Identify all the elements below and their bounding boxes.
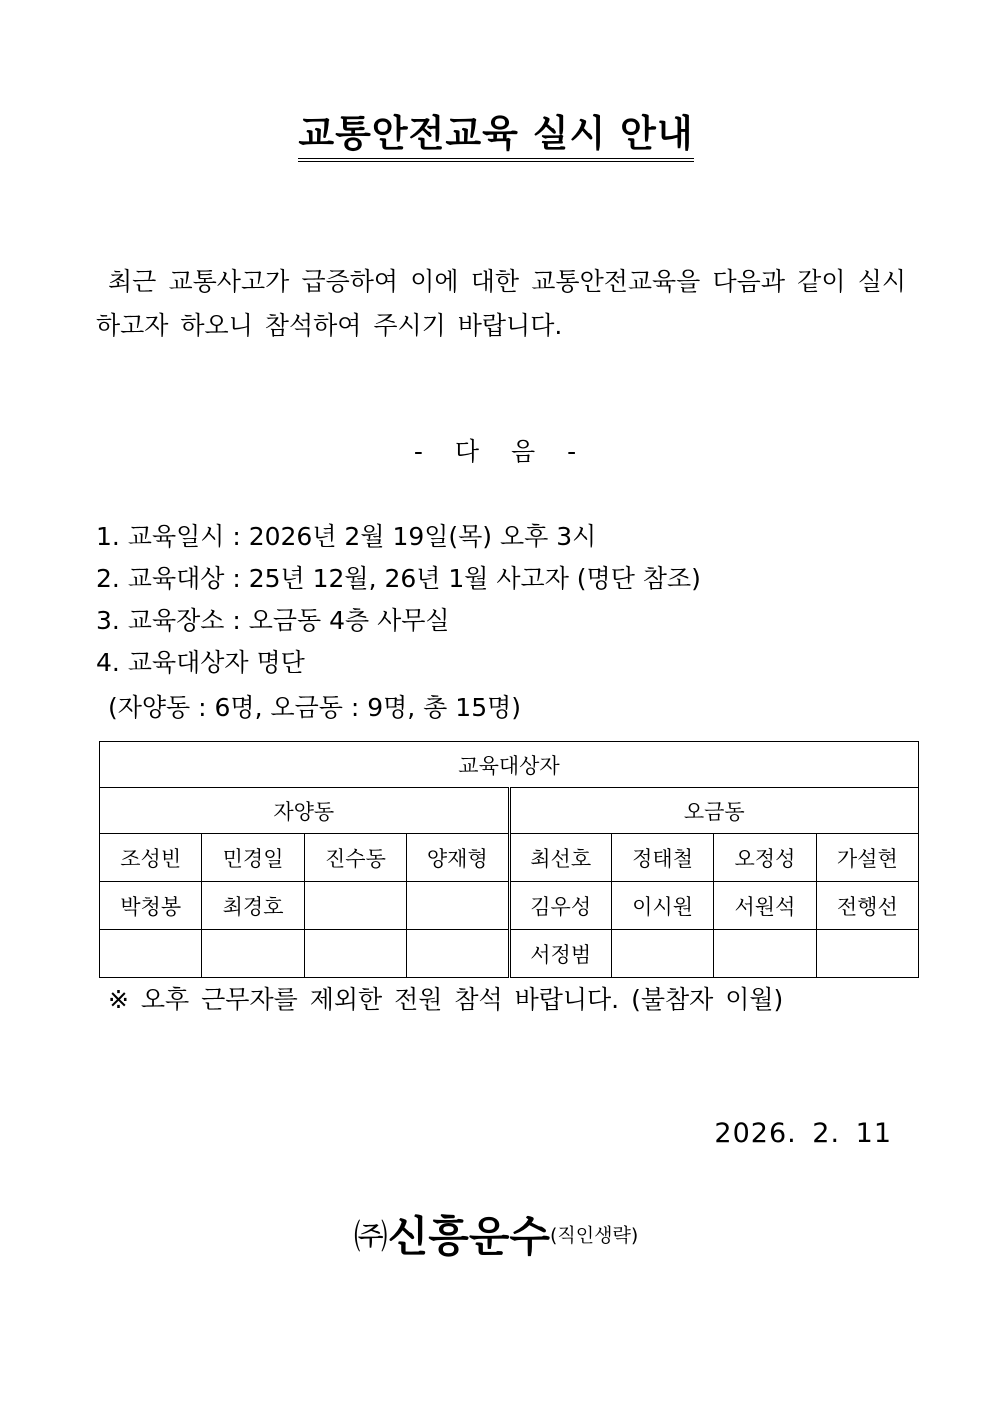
name-cell — [611, 930, 713, 978]
document-title — [0, 112, 992, 162]
group-jayang: 자양동 — [100, 788, 510, 834]
roster-summary: (자양동 : 6명, 오금동 : 9명, 총 15명) — [108, 693, 521, 722]
company-name: 신흥운수 — [387, 1212, 551, 1261]
roster-header: 교육대상자 — [100, 742, 919, 788]
table-row — [100, 930, 919, 978]
name-cell — [304, 930, 406, 978]
name-cell — [816, 930, 918, 978]
detail-item-location: 3. 교육장소 : 오금동 4층 사무실 — [96, 606, 450, 635]
attendance-note: ※ 오후 근무자를 제외한 전원 참석 바랍니다. (불참자 이월) — [108, 985, 784, 1014]
name-cell: 박청봉 — [100, 882, 202, 930]
name-cell: 최선호 — [509, 834, 611, 882]
seal-omitted-note: (직인생략) — [550, 1224, 639, 1247]
detail-item-target: 2. 교육대상 : 25년 12월, 26년 1월 사고자 (명단 참조) — [96, 564, 701, 593]
name-cell: 최경호 — [202, 882, 304, 930]
name-cell — [407, 882, 509, 930]
signature-block — [0, 1204, 992, 1264]
detail-item-roster: 4. 교육대상자 명단 — [96, 648, 305, 677]
group-ogeum: 오금동 — [509, 788, 919, 834]
name-cell: 가설현 — [816, 834, 918, 882]
document-title-text: 교통안전교육 실시 안내 — [298, 112, 693, 162]
intro-paragraph: 최근 교통사고가 급증하여 이에 대한 교통안전교육을 다음과 같이 실시하고자 하오니 참석하여 주시기 바랍니다. — [96, 267, 906, 340]
name-cell: 이시원 — [611, 882, 713, 930]
corporation-mark: ㈜ — [353, 1217, 388, 1258]
detail-list — [96, 516, 916, 684]
name-cell: 민경일 — [202, 834, 304, 882]
section-heading: - 다 음 - — [413, 437, 579, 466]
table-row — [100, 834, 919, 882]
name-cell: 양재형 — [407, 834, 509, 882]
name-cell — [202, 930, 304, 978]
name-cell: 김우성 — [509, 882, 611, 930]
name-cell — [304, 882, 406, 930]
name-cell: 서원석 — [714, 882, 816, 930]
name-cell — [714, 930, 816, 978]
name-cell: 서정범 — [509, 930, 611, 978]
name-cell: 전행선 — [816, 882, 918, 930]
roster-table — [99, 741, 919, 978]
name-cell: 진수동 — [304, 834, 406, 882]
detail-item-date: 1. 교육일시 : 2026년 2월 19일(목) 오후 3시 — [96, 522, 597, 551]
name-cell: 오정성 — [714, 834, 816, 882]
table-row — [100, 882, 919, 930]
name-cell — [100, 930, 202, 978]
name-cell: 조성빈 — [100, 834, 202, 882]
issue-date: 2026. 2. 11 — [714, 1118, 892, 1149]
name-cell: 정태철 — [611, 834, 713, 882]
name-cell — [407, 930, 509, 978]
